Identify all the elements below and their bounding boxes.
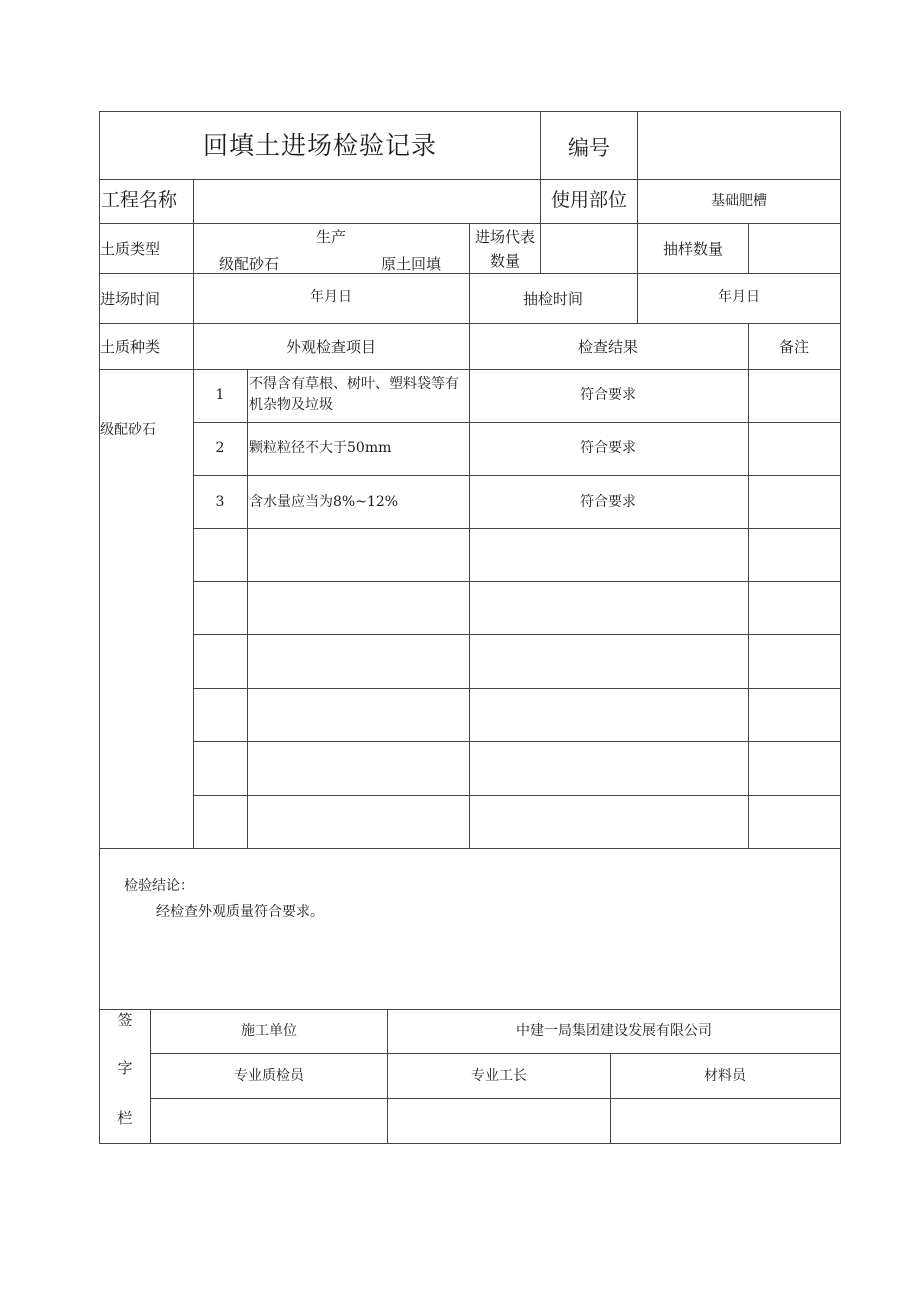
entry-quantity-label-line2: 数量: [489, 252, 521, 270]
code-label: 编号: [568, 136, 610, 160]
col-header-note: 备注: [778, 338, 810, 356]
check-time-value: 年月日: [718, 289, 760, 305]
conclusion-label: 检验结论：: [124, 878, 194, 894]
row-inspection-item: 含水量应当为8%~12%: [249, 494, 399, 510]
signature-label-char-1: 签: [117, 1011, 133, 1029]
soil-type-option-native-soil: 原土回填: [381, 255, 442, 273]
conclusion-text: 经检查外观质量符合要求。: [156, 904, 324, 920]
col-header-soil-kind: 土质种类: [100, 338, 161, 356]
location-value: 基础肥槽: [711, 193, 767, 209]
row-number: 1: [215, 387, 225, 403]
soil-type-option-production: 生产: [315, 228, 347, 246]
construction-unit-value: 中建一局集团建设发展有限公司: [516, 1023, 712, 1039]
col-header-inspection-item: 外观检查项目: [285, 338, 377, 356]
soil-kind-value: 级配砂石: [100, 422, 156, 438]
row-inspection-item: 不得含有草根、树叶、塑料袋等有机杂物及垃圾: [249, 376, 459, 413]
construction-unit-label: 施工单位: [241, 1023, 297, 1039]
entry-time-value: 年月日: [310, 289, 352, 305]
signature-label-char-3: 栏: [117, 1109, 133, 1127]
project-name-label: 工程名称: [101, 189, 178, 211]
sample-quantity-label: 抽样数量: [662, 240, 724, 258]
row-number: 3: [215, 494, 225, 510]
soil-type-label: 土质类型: [100, 240, 161, 258]
row-inspection-item: 颗粒粒径不大于50mm: [249, 440, 392, 456]
row-result: 符合要求: [580, 494, 636, 510]
col-header-result: 检查结果: [577, 338, 639, 356]
entry-quantity-label-line1: 进场代表: [474, 228, 536, 246]
signature-label-char-2: 字: [117, 1059, 133, 1077]
row-number: 2: [215, 440, 225, 456]
row-result: 符合要求: [580, 440, 636, 456]
quality-inspector-label: 专业质检员: [234, 1068, 304, 1084]
location-label: 使用部位: [550, 189, 628, 211]
row-result: 符合要求: [580, 387, 636, 403]
form-title: 回填土进场检验记录: [202, 131, 438, 160]
soil-type-option-graded-gravel: 级配砂石: [219, 255, 280, 273]
site-foreman-label: 专业工长: [471, 1068, 527, 1084]
entry-time-label: 进场时间: [100, 290, 161, 308]
material-clerk-label: 材料员: [704, 1068, 746, 1084]
check-time-label: 抽检时间: [522, 290, 584, 308]
